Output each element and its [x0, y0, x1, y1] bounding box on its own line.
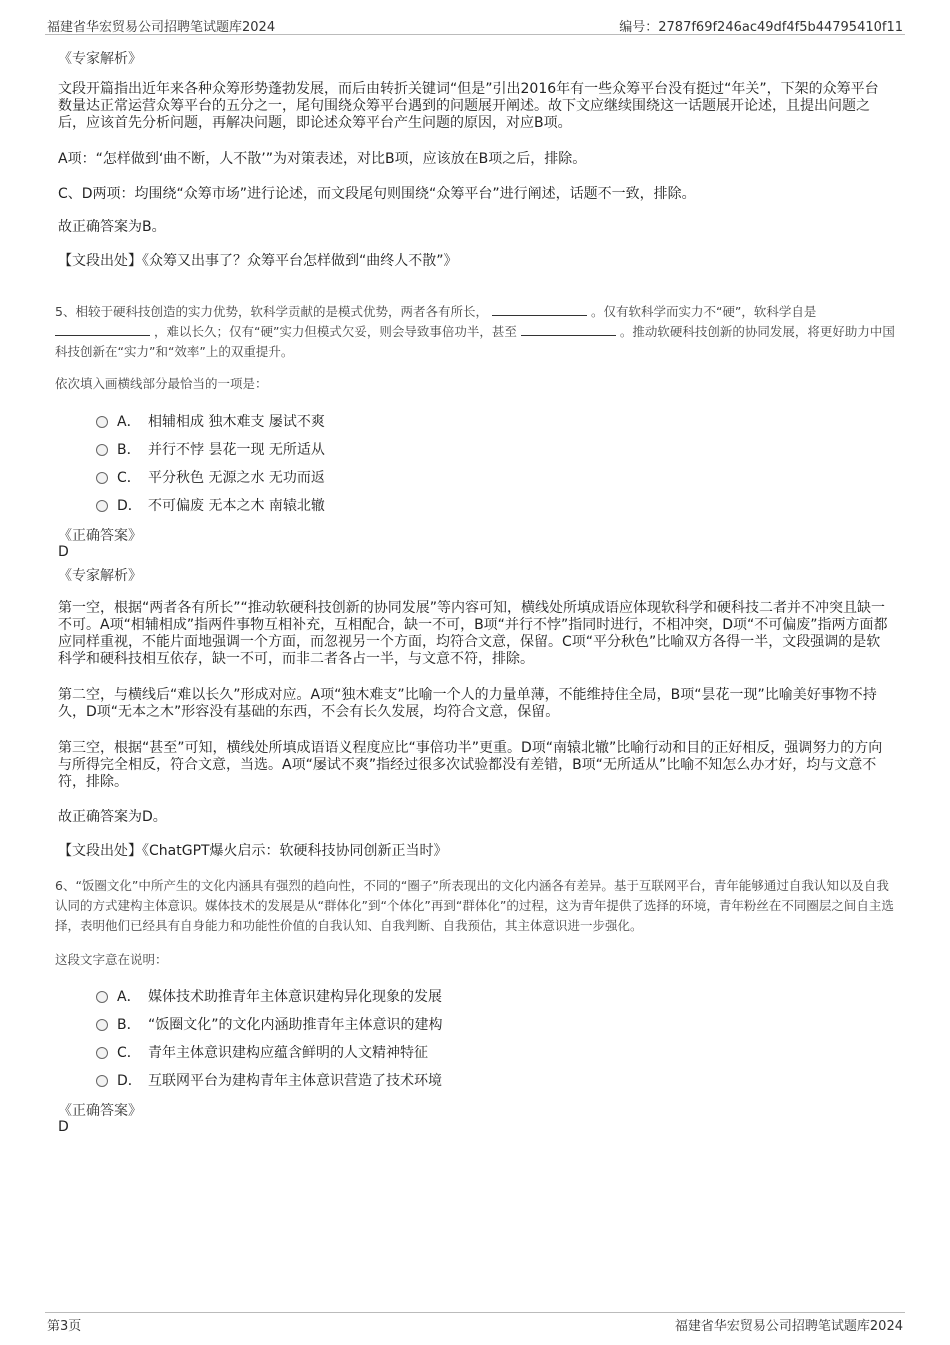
page-header — [45, 14, 905, 35]
q5-answer: D — [58, 544, 69, 560]
radio-icon[interactable] — [96, 1047, 108, 1059]
q4-analysis-p2: A项：“怎样做到‘曲不断，人不散’”为对策表述，对比B项，应该放在B项之后，排除。 — [58, 151, 587, 167]
q5-stem-part-b: 。仅有软科学而实力不“硬”，软科学自是 — [590, 304, 817, 319]
document-id: 编号：2787f69f246ac49df4f5b44795410f11 — [619, 20, 903, 35]
page-number: 第3页 — [47, 1319, 82, 1334]
option-letter: C． — [117, 1045, 141, 1061]
q4-analysis-label: 《专家解析》 — [58, 51, 142, 67]
option-text: 并行不悖 昙花一现 无所适从 — [148, 442, 325, 458]
option-letter: A． — [117, 414, 141, 430]
q4-source: 【文段出处】《众筹又出事了？众筹平台怎样做到“曲终人不散”》 — [58, 253, 458, 269]
q5-source: 【文段出处】《ChatGPT爆火启示：软硬科技协同创新正当时》 — [58, 843, 448, 859]
option-text: 互联网平台为建构青年主体意识营造了技术环境 — [148, 1073, 442, 1089]
q5-stem-part-d: 。推动软硬科技创新的协同发展，将更好助力中国科技创新在“实力”和“效率”上的双重提升。 — [55, 324, 895, 359]
page-footer — [45, 1312, 905, 1333]
radio-icon[interactable] — [96, 991, 108, 1003]
radio-icon[interactable] — [96, 472, 108, 484]
option-text: “饭圈文化”的文化内涵助推青年主体意识的建构 — [148, 1017, 443, 1033]
option-text: 相辅相成 独木难支 屡试不爽 — [148, 414, 325, 430]
radio-icon[interactable] — [96, 1075, 108, 1087]
option-letter: B． — [117, 442, 141, 458]
q5-stem-part-c: ，难以长久；仅有“硬”实力但模式欠妥，则会导致事倍功半，甚至 — [153, 324, 517, 339]
q5-stem-part-a: 5、相较于硬科技创造的实力优势，软科学贡献的是模式优势，两者各有所长， — [55, 304, 488, 319]
q6-prompt: 这段文字意在说明： — [55, 952, 168, 967]
option-text: 不可偏废 无本之木 南辕北辙 — [148, 498, 325, 514]
q4-analysis-p3: C、D两项：均围绕“众筹市场”进行论述，而文段尾句则围绕“众筹平台”进行阐述，话题不一致，排除。 — [58, 186, 696, 202]
option-letter: A． — [117, 989, 141, 1005]
option-letter: C． — [117, 470, 141, 486]
option-letter: D． — [117, 498, 142, 514]
q5-answer-label: 《正确答案》 — [58, 528, 142, 544]
q5-answer-statement: 故正确答案为D。 — [58, 809, 167, 825]
q6-stem: 6、“饭圈文化”中所产生的文化内涵具有强烈的趋向性，不同的“圈子”所表现出的文化内涵各有差异。基于互联网平台，青年能够通过自我认知以及自我认同的方式建构主体意识。媒体技术的发展是从“群体化”到“个体化”再到“群体化”的过程，这为青年提供了选择的环境，青年粉丝在不同圈层之间自主选择，表明他们已经具有自身能力和功能性价值的自我认知、自我判断、自我预估，其主体意识进一步强化。 — [55, 878, 894, 933]
q5-prompt: 依次填入画横线部分最恰当的一项是： — [55, 376, 268, 391]
footer-title: 福建省华宏贸易公司招聘笔试题库2024 — [674, 1319, 903, 1334]
q5-blank-1 — [492, 304, 587, 316]
option-text: 平分秋色 无源之水 无功而返 — [148, 470, 325, 486]
option-text: 青年主体意识建构应蕴含鲜明的人文精神特征 — [148, 1045, 428, 1061]
q6-answer-label: 《正确答案》 — [58, 1103, 142, 1119]
header-title: 福建省华宏贸易公司招聘笔试题库2024 — [47, 20, 276, 35]
q4-answer-statement: 故正确答案为B。 — [58, 219, 166, 235]
q5-analysis-label: 《专家解析》 — [58, 568, 142, 584]
q5-analysis-p1: 第一空，根据“两者各有所长”“推动软硬科技创新的协同发展”等内容可知，横线处所填成语应体现软科学和硬科技二者并不冲突且缺一不可。A项“相辅相成”指两件事物互相补充，互相配合，缺一不可，B项“并行不悖”指同时进行，不相冲突，D项“不可偏废”指两方面都应同样重视，不能片面地强调一个方面，而忽视另一个方面，均符合文意，保留。C项“平分秋色”比喻双方各得一半，文段强调的是软科学和硬科技相互依存，缺一不可，而非二者各占一半，与文意不符，排除。 — [58, 600, 888, 667]
q5-blank-3 — [521, 324, 616, 336]
q6-answer: D — [58, 1119, 69, 1135]
q5-analysis-p3: 第三空，根据“甚至”可知，横线处所填成语语义程度应比“事倍功半”更重。D项“南辕北辙”比喻行动和目的正好相反，强调努力的方向与所得完全相反，符合文意，当选。A项“屡试不爽”指经过很多次试验都没有差错，B项“无所适从”比喻不知怎么办才好，均与文意不符，排除。 — [58, 740, 883, 790]
q5-analysis-p2: 第二空，与横线后“难以长久”形成对应。A项“独木难支”比喻一个人的力量单薄，不能维持住全局，B项“昙花一现”比喻美好事物不持久，D项“无本之木”形容没有基础的东西，不会有长久发展，均符合文意，保留。 — [58, 687, 877, 720]
option-letter: D． — [117, 1073, 142, 1089]
q4-analysis-p1: 文段开篇指出近年来各种众筹形势蓬勃发展，而后由转折关键词“但是”引出2016年有一些众筹平台没有挺过“年关”，下架的众筹平台数量达正常运营众筹平台的五分之一，尾句围绕众筹平台遇到的问题展开阐述。故下文应继续围绕这一话题展开论述，且提出问题之后，应该首先分析问题，再解决问题，即论述众筹平台产生问题的原因，对应B项。 — [58, 81, 879, 131]
radio-icon[interactable] — [96, 1019, 108, 1031]
q5-blank-2 — [55, 324, 150, 336]
option-text: 媒体技术助推青年主体意识建构异化现象的发展 — [148, 989, 442, 1005]
radio-icon[interactable] — [96, 500, 108, 512]
radio-icon[interactable] — [96, 444, 108, 456]
option-letter: B． — [117, 1017, 141, 1033]
q5-stem — [55, 302, 895, 362]
radio-icon[interactable] — [96, 416, 108, 428]
